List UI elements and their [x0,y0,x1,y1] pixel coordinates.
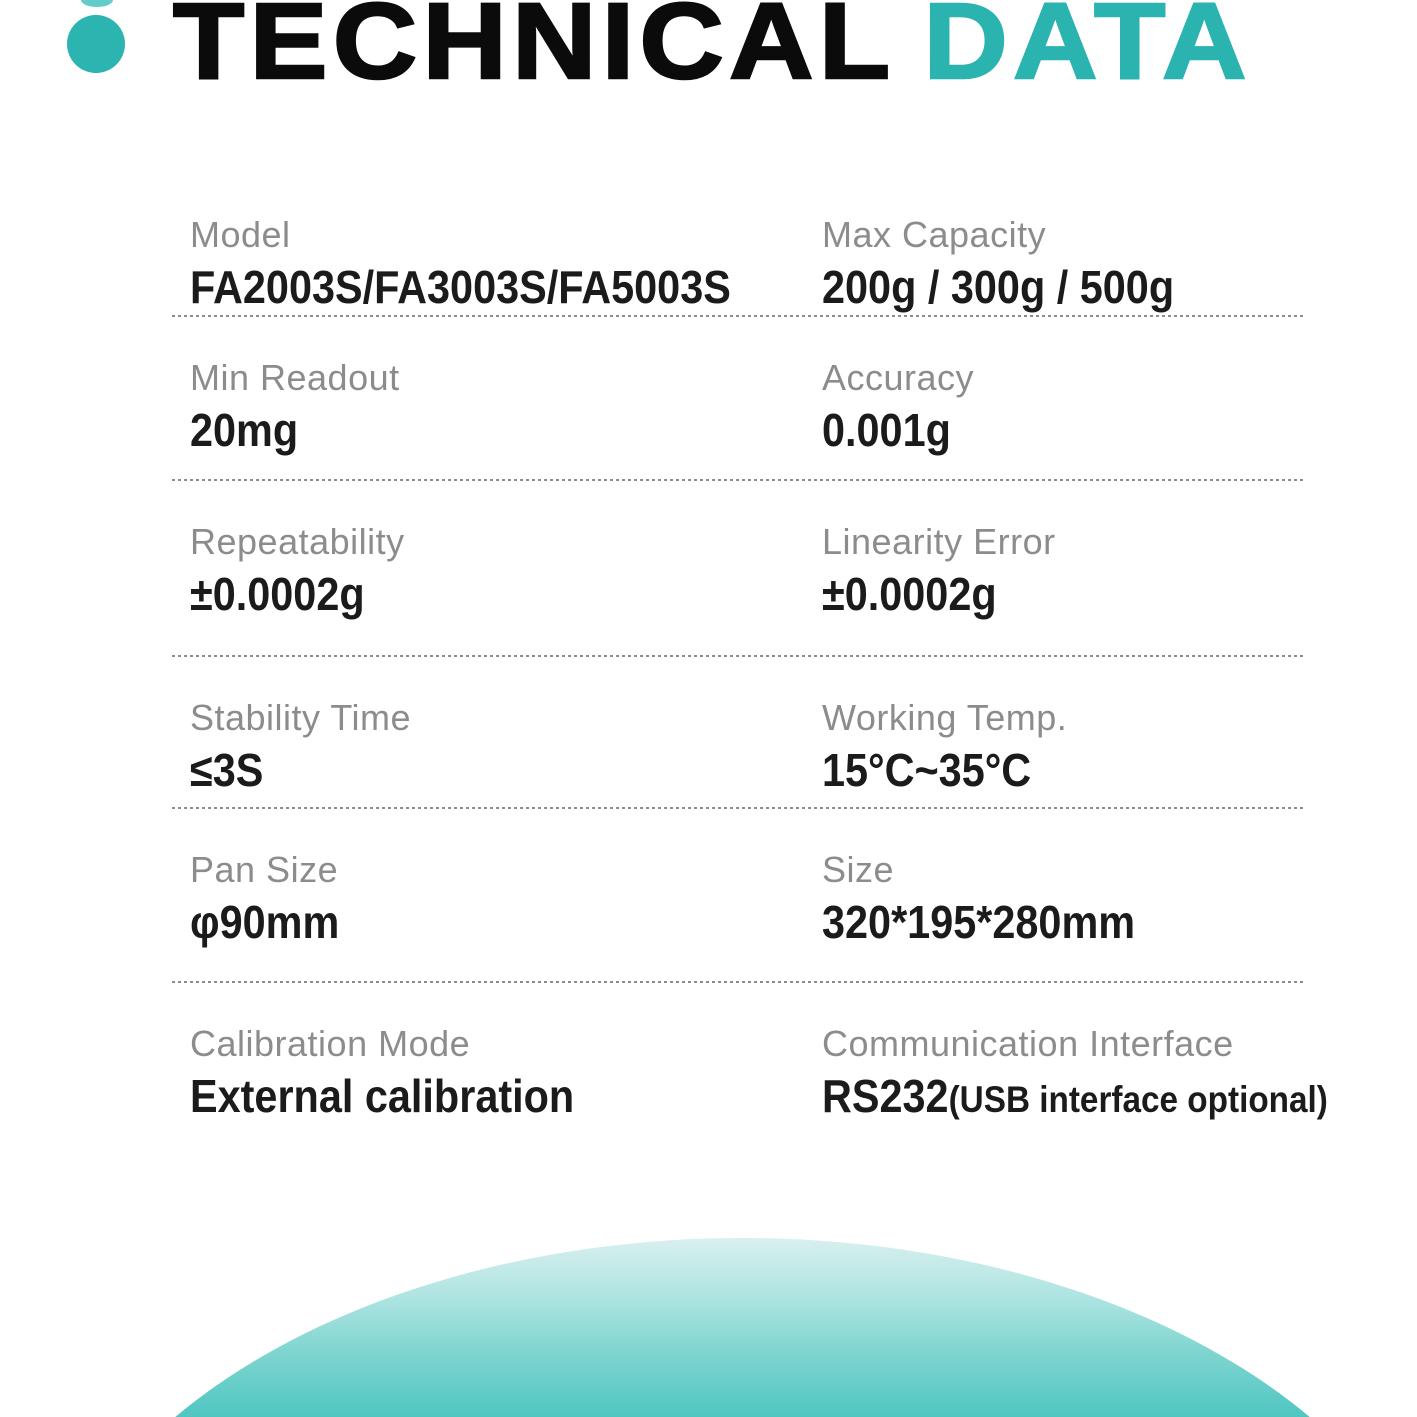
spec-cell-model [190,214,791,313]
spec-cell-size [822,849,1170,948]
spec-cell-repeatability [190,521,405,620]
spec-cell-stability-time [190,697,411,796]
spec-cell-accuracy [822,357,974,456]
spec-value: External calibration [190,1070,575,1122]
spec-value: 15°C~35°C [822,744,1032,796]
spec-value: 200g / 300g / 500g [822,261,1175,313]
spec-value-main: RS232 [822,1070,949,1122]
spec-value: ±0.0002g [822,568,997,620]
cropped-teal-fragment [81,0,113,7]
page-title [173,0,1252,101]
spec-label: Accuracy [822,357,975,398]
spec-cell-working-temp [822,697,1067,796]
spec-label: Size [822,849,895,890]
spec-row-model-capacity [172,200,1303,317]
page-title-accent: DATA [923,0,1252,101]
spec-row-calibration-interface [172,983,1328,1133]
spec-label: Linearity Error [822,521,1056,562]
spec-label: Pan Size [190,849,339,890]
spec-cell-communication-interface [822,1023,1384,1126]
spec-label: Working Temp. [822,697,1068,738]
spec-cell-pan-size [190,849,356,948]
spec-value: 20mg [190,404,299,456]
spec-row-repeatability-linearity [172,481,1303,657]
spec-cell-min-readout [190,357,400,456]
spec-cell-calibration-mode [190,1023,617,1122]
spec-row-stability-temp [172,657,1303,809]
spec-row-pansize-size [172,809,1303,983]
spec-value [822,1070,1328,1126]
spec-value: ±0.0002g [190,568,365,620]
spec-label: Calibration Mode [190,1023,471,1064]
spec-table [172,200,1328,1133]
spec-label: Communication Interface [822,1023,1234,1064]
spec-label: Max Capacity [822,214,1047,255]
spec-row-readout-accuracy [172,317,1303,481]
spec-label: Repeatability [190,521,405,562]
spec-value: ≤3S [190,744,264,796]
spec-value: 320*195*280mm [822,896,1136,948]
spec-value: 0.001g [822,404,951,456]
page-title-black: TECHNICAL [173,0,896,101]
spec-value-suffix: (USB interface optional) [948,1079,1328,1120]
spec-cell-max-capacity [822,214,1213,313]
spec-label: Min Readout [190,357,400,398]
bullet-dot-icon [67,15,125,73]
spec-label: Stability Time [190,697,412,738]
spec-value: FA2003S/FA3003S/FA5003S [190,261,731,313]
spec-value: φ90mm [190,896,340,948]
spec-label: Model [190,214,291,255]
decorative-teal-ellipse [32,1238,1417,1417]
spec-cell-linearity-error [822,521,1056,620]
